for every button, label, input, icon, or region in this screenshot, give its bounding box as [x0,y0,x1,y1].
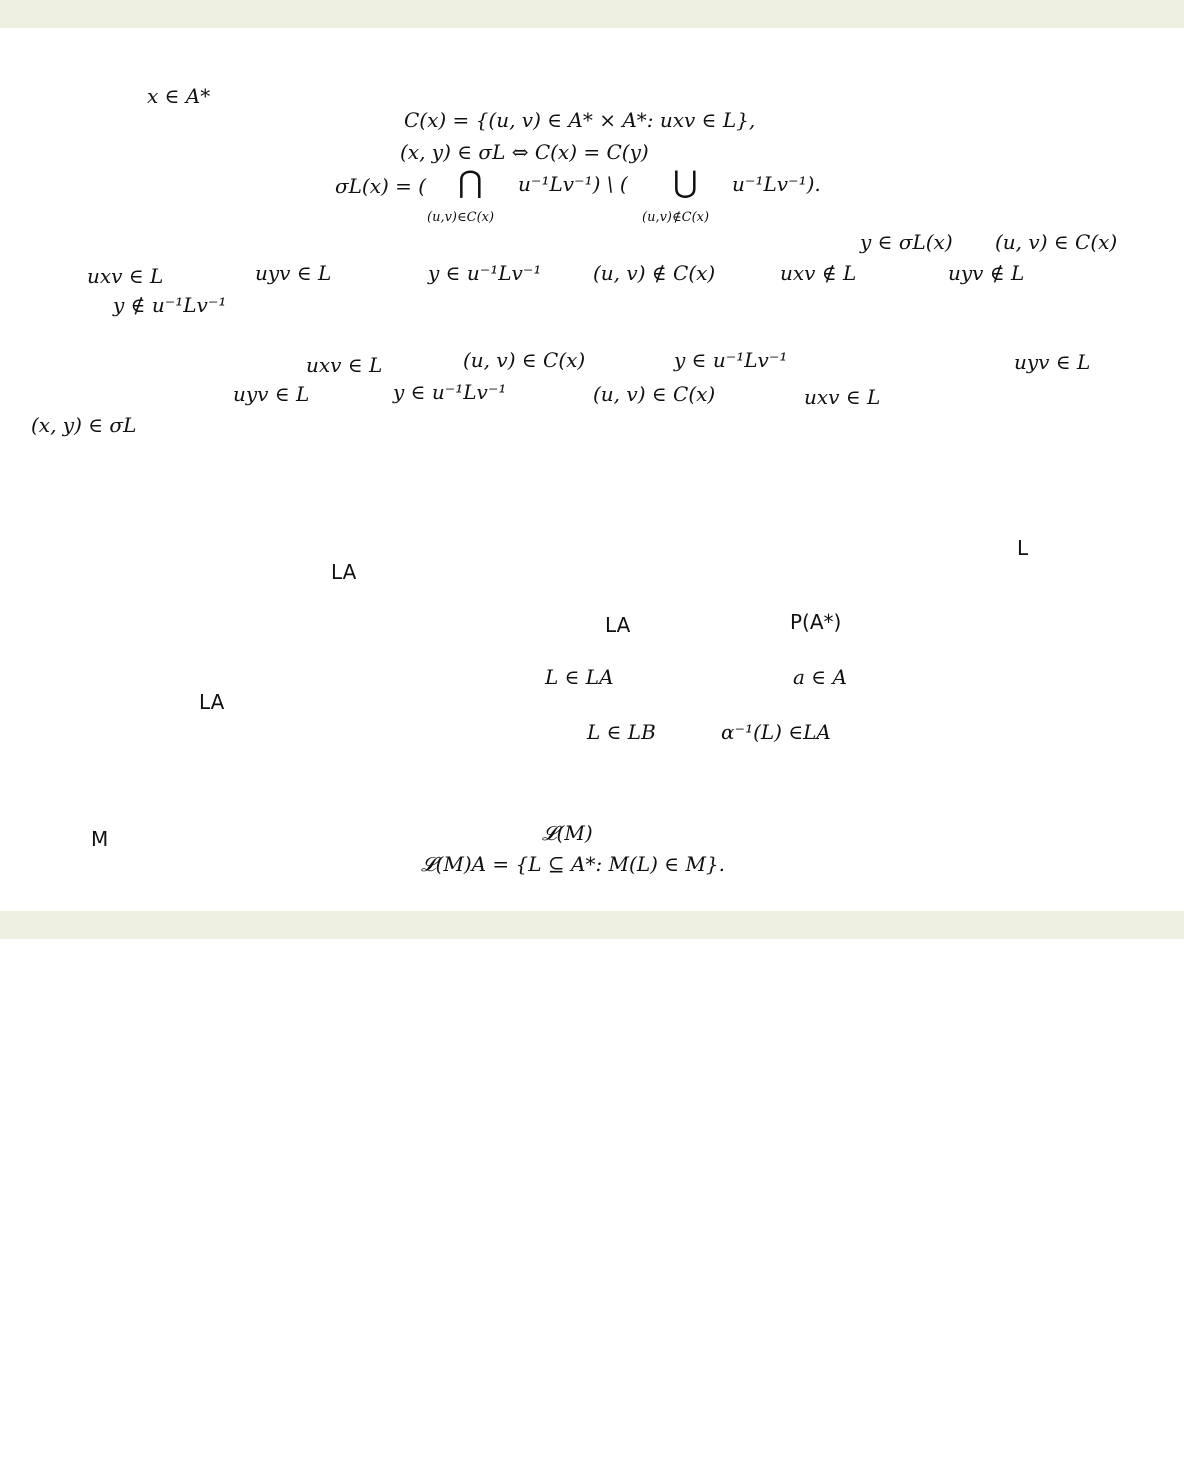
formula-uyv-in-L-3: uyv ∈ L [233,382,310,406]
cup-subscript: (u,v)∉C(x) [642,210,710,225]
formula-uyv-in-L: uyv ∈ L [255,261,332,285]
top-band [0,0,1184,28]
formula-y-in-quotient-2: y ∈ u⁻¹Lv⁻¹ [674,348,788,372]
formula-uyv-not-in-L: uyv ∉ L [948,261,1025,285]
formula-inverse-image: α⁻¹(L) ∈LA [721,720,831,744]
bottom-band [0,911,1184,939]
symbol-LA-2: LA [605,613,631,637]
formula-syntactic-congruence: (x, y) ∈ σL ⇔ C(x) = C(y) [400,140,649,164]
formula-uxv-in-L-2: uxv ∈ L [306,353,383,377]
formula-a-in-A: a ∈ A [793,665,847,689]
formula-power-set: P(A*) [790,610,842,634]
formula-sigma-part2: u⁻¹Lv⁻¹) \ ( [518,172,628,196]
formula-L-in-LB: L ∈ LB [587,720,656,744]
formula-y-not-in-quotient: y ∉ u⁻¹Lv⁻¹ [113,293,227,317]
formula-class-definition: 𝓛(M)A = {L ⊆ A*: M(L) ∈ M}. [421,852,726,876]
formula-xy-in-sigma: (x, y) ∈ σL [31,413,137,437]
symbol-M: M [91,827,109,851]
formula-y-in-quotient: y ∈ u⁻¹Lv⁻¹ [428,261,542,285]
formula-y-in-sigma: y ∈ σL(x) [860,230,953,254]
formula-uxv-in-L: uxv ∈ L [87,264,164,288]
formula-uv-in-Cx: (u, v) ∈ C(x) [995,230,1118,254]
formula-L-in-LA: L ∈ LA [545,665,614,689]
formula-sigma-part1: σL(x) = ( [335,174,427,198]
formula-sigma-part3: u⁻¹Lv⁻¹). [732,172,821,196]
formula-uyv-in-L-2: uyv ∈ L [1014,350,1091,374]
symbol-L: L [1017,536,1029,560]
formula-y-in-quotient-3: y ∈ u⁻¹Lv⁻¹ [393,380,507,404]
formula-class-of-M: 𝓛(M) [542,821,593,845]
symbol-LA-1: LA [331,560,357,584]
formula-uxv-in-L-3: uxv ∈ L [804,385,881,409]
big-cap-operator: ⋂ [458,165,483,200]
formula-x-in-A-star: x ∈ A* [147,84,211,108]
formula-context-definition: C(x) = {(u, v) ∈ A* × A*: uxv ∈ L}, [404,108,756,132]
formula-uv-in-Cx-2: (u, v) ∈ C(x) [463,348,586,372]
symbol-LA-3: LA [199,690,225,714]
formula-uv-in-Cx-3: (u, v) ∈ C(x) [593,382,716,406]
formula-uxv-not-in-L: uxv ∉ L [780,261,857,285]
big-cup-operator: ⋃ [673,165,698,200]
cap-subscript: (u,v)∈C(x) [427,210,495,225]
formula-uv-not-in-Cx: (u, v) ∉ C(x) [593,261,716,285]
